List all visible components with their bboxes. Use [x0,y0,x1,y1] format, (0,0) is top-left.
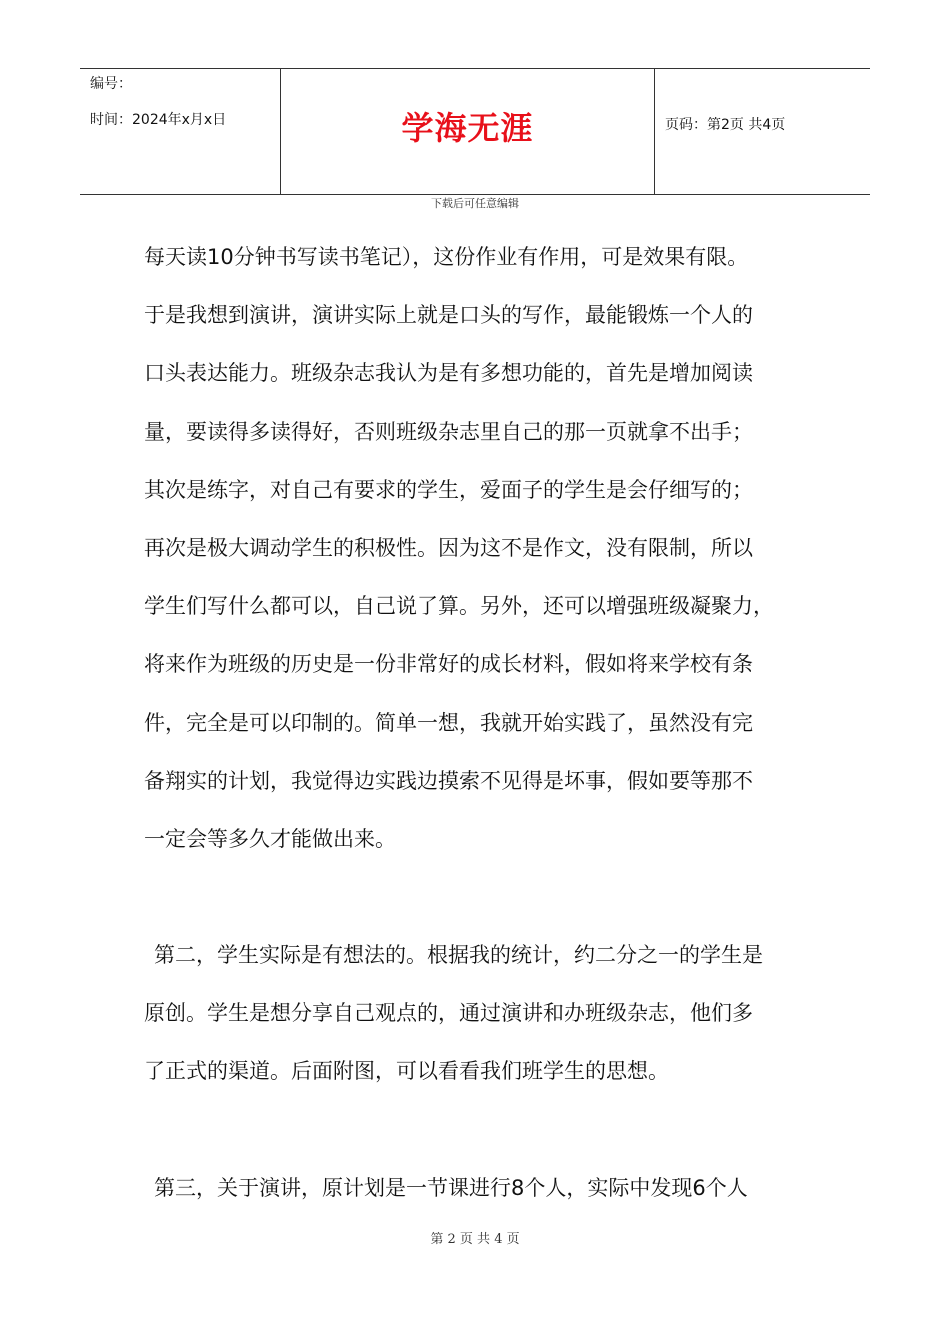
page-footer: 第 2 页 共 4 页 [430,1232,520,1247]
paragraph-gap [144,1105,824,1163]
paragraph-line: 其次是练字，对自己有要求的学生，爱面子的学生是会仔细写的； [144,477,753,502]
paragraph-line: 原创。学生是想分享自己观点的，通过演讲和办班级杂志，他们多 [144,1001,753,1026]
paragraph-line: 第二，学生实际是有想法的。根据我的统计，约二分之一的学生是 [154,943,763,968]
number-label: 编号： [90,76,132,92]
paragraph-line: 量，要读得多读得好，否则班级杂志里自己的那一页就拿不出手； [144,419,753,444]
body-text [144,232,824,1221]
paragraph-gap [144,872,824,930]
document-header [80,68,870,195]
paragraph-line: 口头表达能力。班级杂志我认为是有多想功能的，首先是增加阅读 [144,361,753,386]
paragraph-line: 件，完全是可以印制的。简单一想，我就开始实践了，虽然没有完 [144,710,753,735]
header-title-cell [281,69,655,194]
document-title: 学海无涯 [401,109,534,147]
header-left-cell [80,69,281,194]
paragraph-line: 将来作为班级的历史是一份非常好的成长材料，假如将来学校有条 [144,652,753,677]
edit-note: 下载后可任意编辑 [431,197,519,210]
paragraph-line: 学生们写什么都可以，自己说了算。另外，还可以增强班级凝聚力， [144,594,774,619]
paragraph-line: 于是我想到演讲，演讲实际上就是口头的写作，最能锻炼一个人的 [144,303,753,328]
paragraph-line: 第三，关于演讲，原计划是一节课进行8个人，实际中发现6个人 [154,1175,748,1200]
page-code: 页码：第2页 共4页 [665,117,786,133]
paragraph-line: 了正式的渠道。后面附图，可以看看我们班学生的思想。 [144,1059,669,1084]
header-right-cell [655,69,870,194]
paragraph-line: 每天读10分钟书写读书笔记），这份作业有作用，可是效果有限。 [144,245,749,269]
time-label: 时间：2024年x月x日 [90,112,227,128]
paragraph-line: 再次是极大调动学生的积极性。因为这不是作文，没有限制，所以 [144,535,753,560]
paragraph-line: 备翔实的计划，我觉得边实践边摸索不见得是坏事，假如要等那不 [144,768,753,793]
paragraph-line: 一定会等多久才能做出来。 [144,826,396,851]
